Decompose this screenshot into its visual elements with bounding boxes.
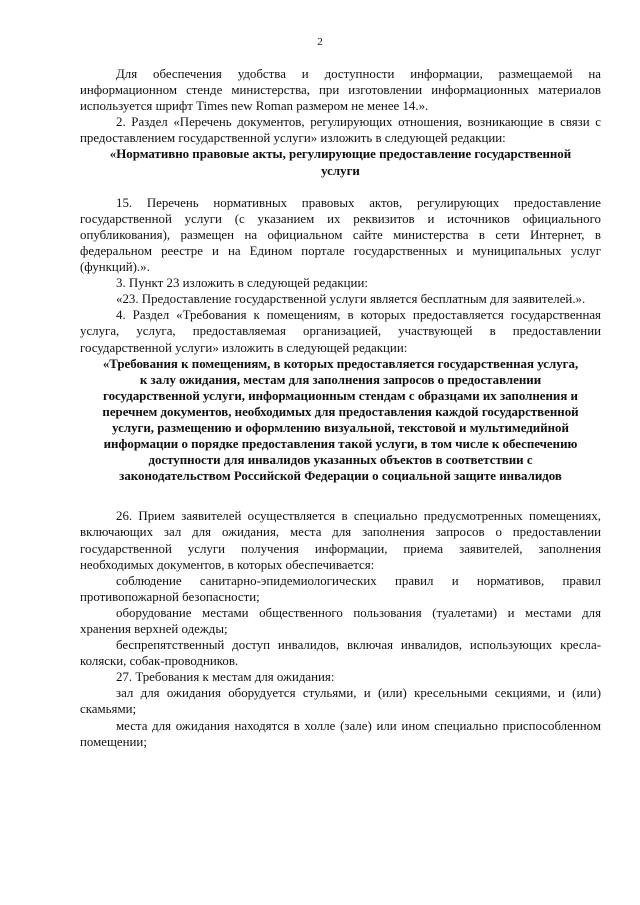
section-heading: «Нормативно правовые акты, регулирующие предоставление государственной услуги	[109, 147, 572, 178]
paragraph: 27. Требования к местам для ожидания:	[116, 670, 335, 685]
paragraph: оборудование местами общественного пользования (туалетами) и местами для хранения верхней одежды;	[80, 605, 601, 636]
page-number: 2	[317, 36, 323, 48]
paragraph: Для обеспечения удобства и доступности информации, размещаемой на информационном стенде министерства, при изготовлении информационных материалов используется шрифт Times new Roman размером не менее 14.».	[80, 67, 601, 114]
paragraph: 15. Перечень нормативных правовых актов, регулирующих предоставление государственной услуги (с указанием их реквизитов и источников официального опубликования), размещен на официальном сайте министерства в сети Интернет, в федеральном реестре и на Едином портале государственных и муниципальных услуг (функций).».	[80, 195, 601, 275]
paragraph: места для ожидания находятся в холле (зале) или ином специально приспособленном помещении;	[80, 718, 601, 749]
paragraph: 4. Раздел «Требования к помещениям, в которых предоставляется государственная услуга, услуга, предоставляемая организацией, участвующей в предоставлении государственной услуги» изложить в следующей редакции:	[80, 308, 601, 355]
spacer	[80, 179, 601, 195]
paragraph: соблюдение санитарно-эпидемиологических правил и нормативов, правил противопожарной безопасности;	[80, 573, 601, 604]
paragraph: «23. Предоставление государственной услуги является бесплатным для заявителей.».	[116, 292, 586, 307]
paragraph: зал для ожидания оборудуется стульями, и (или) кресельными секциями, и (или) скамьями;	[80, 686, 601, 717]
section-heading: «Требования к помещениям, в которых предоставляется государственная услуга, к залу ожидания, местам для заполнения запросов о предоставлении государственной услуги, информационным стендам с образцами их заполнения и перечнем документов, необходимых для предоставления каждой государственной услуги, размещению и оформлению визуальной, текстовой и мультимедийной информации о порядке предоставления такой услуги, в том числе к обеспечению доступности для инвалидов указанных объектов в соответствии с законодательством Российской Федерации о социальной защите инвалидов	[102, 356, 579, 484]
paragraph: 2. Раздел «Перечень документов, регулирующих отношения, возникающие в связи с предоставлением государственной услуги» изложить в следующей редакции:	[80, 115, 601, 146]
paragraph: 3. Пункт 23 изложить в следующей редакции:	[116, 276, 368, 291]
spacer	[80, 484, 601, 508]
document-body	[80, 66, 601, 750]
paragraph: 26. Прием заявителей осуществляется в специально предусмотренных помещениях, включающих зал для ожидания, места для заполнения запросов о предоставлении государственной услуги получения информации, приема заявителей, заполнения необходимых документов, в которых обеспечивается:	[80, 509, 601, 572]
paragraph: беспрепятственный доступ инвалидов, включая инвалидов, использующих кресла-коляски, собак-проводников.	[80, 638, 601, 669]
